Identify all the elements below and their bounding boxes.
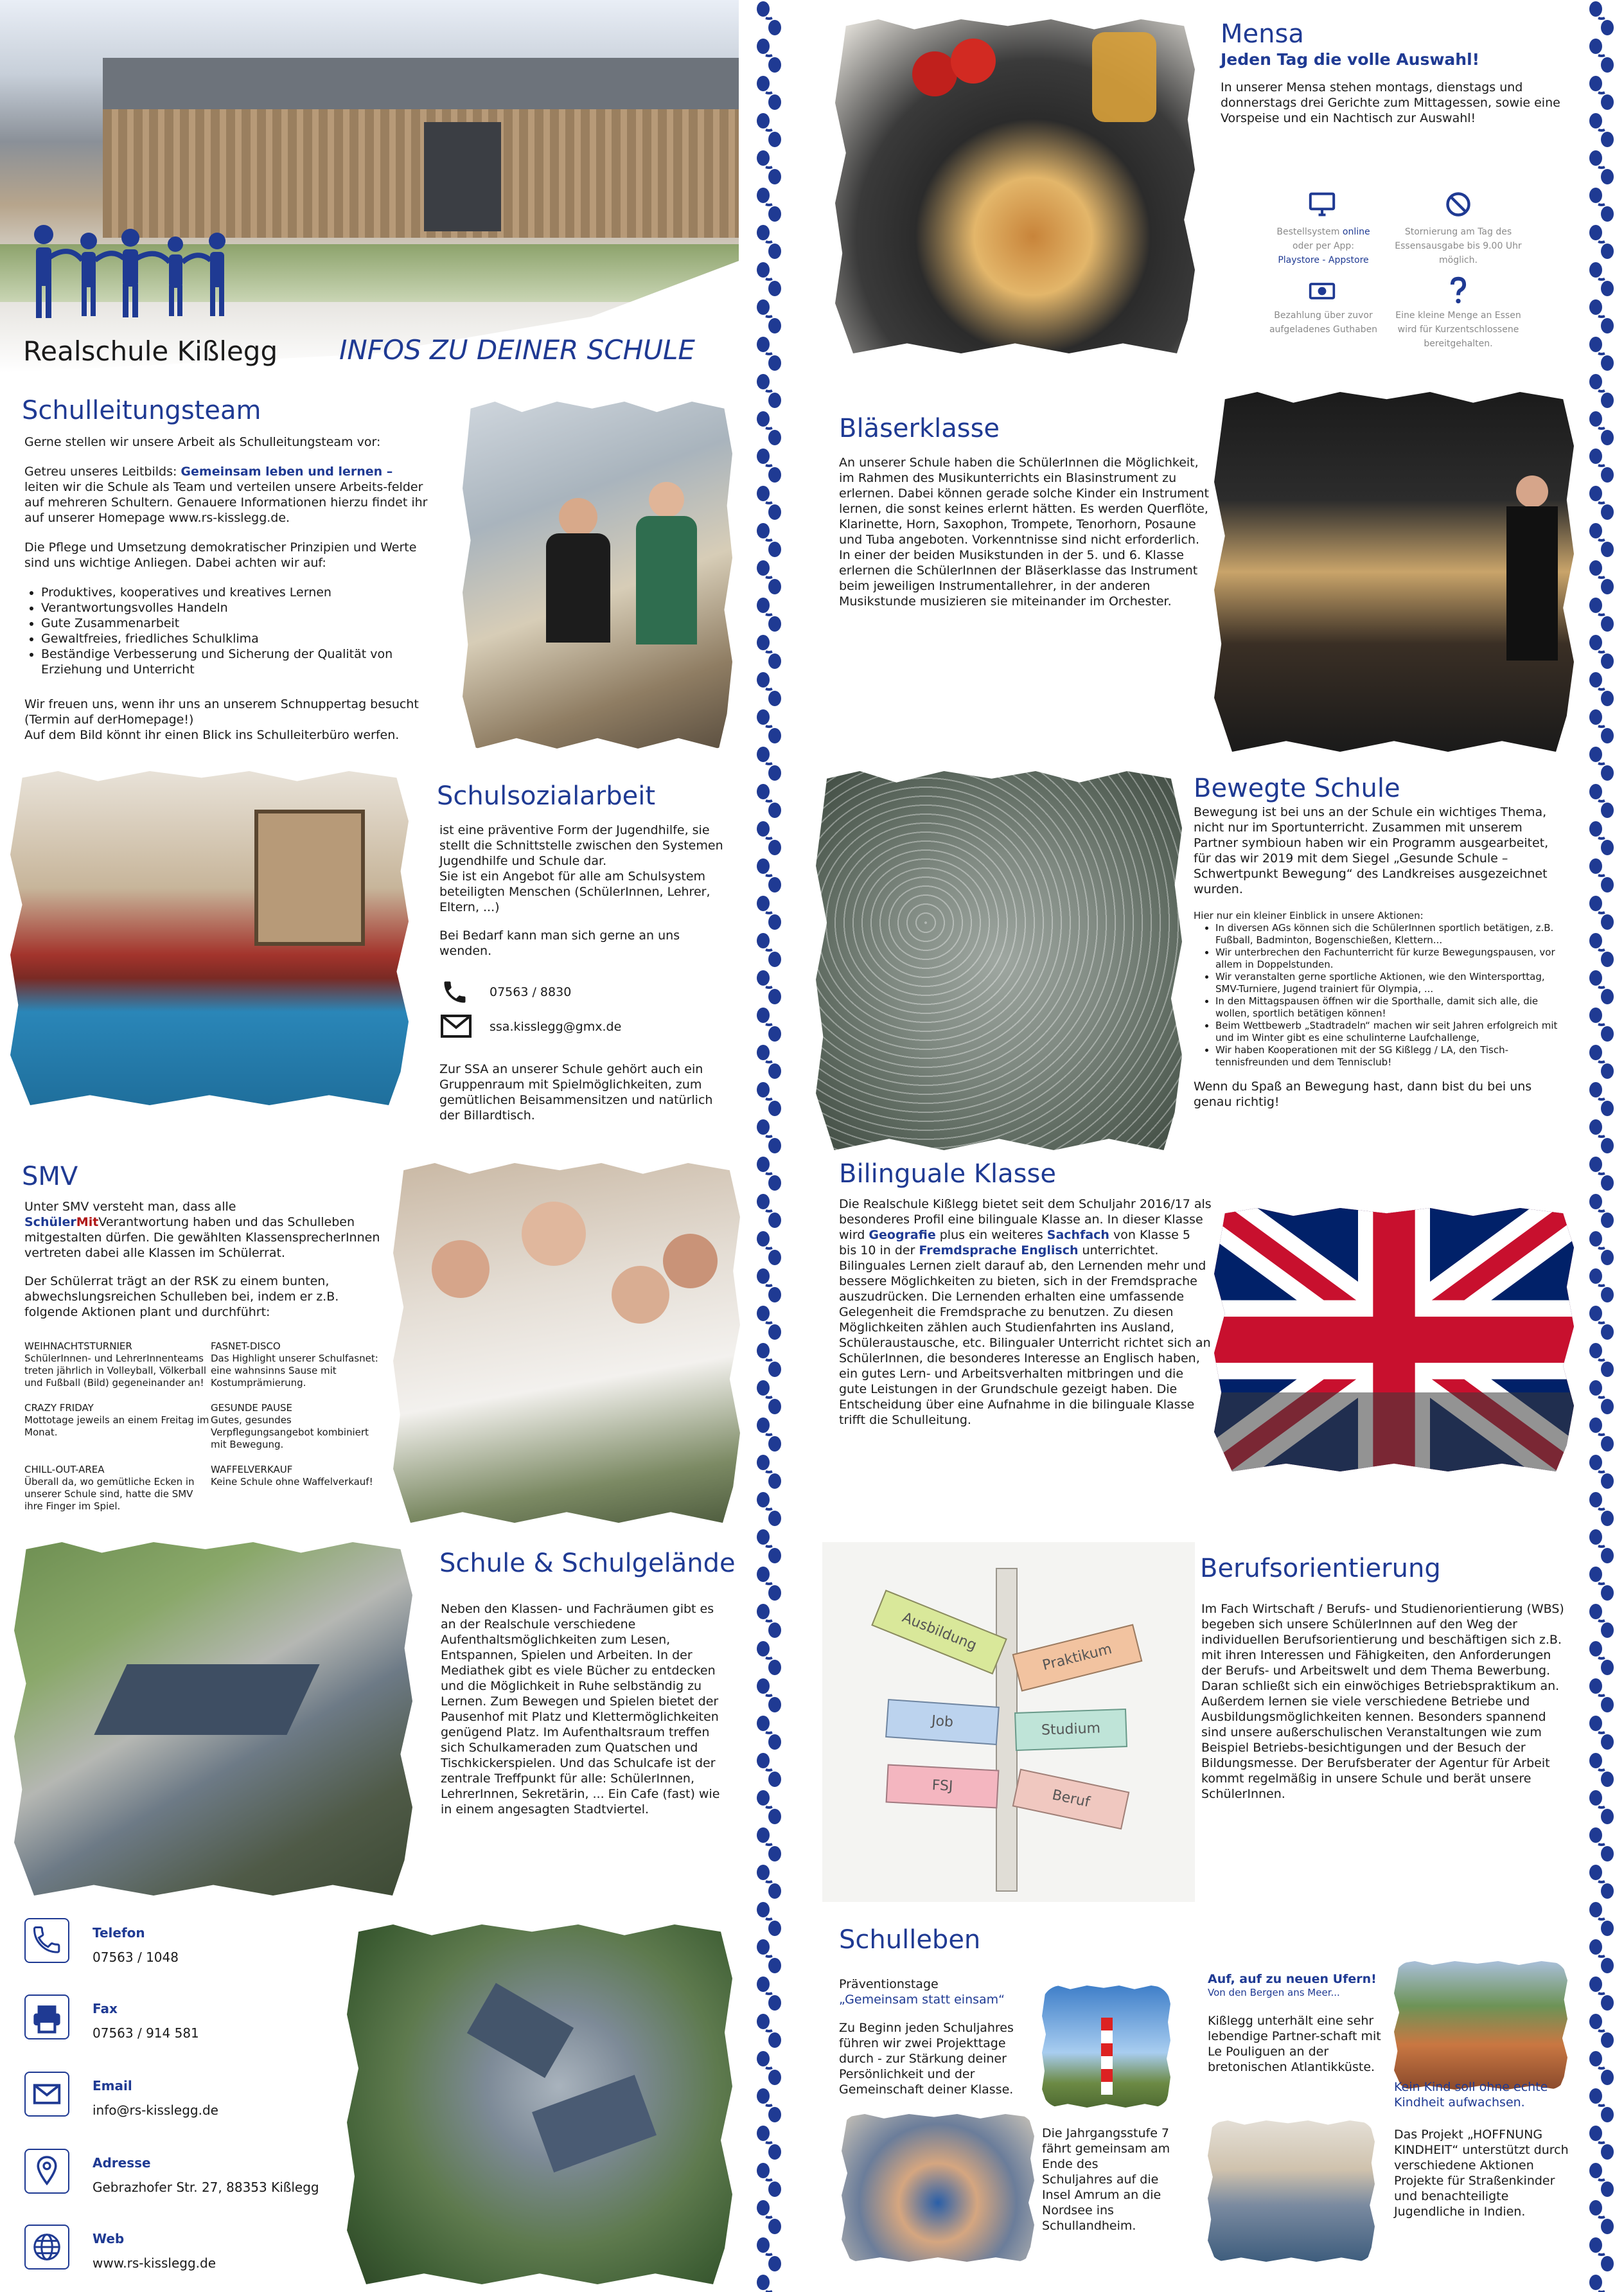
bewegt-outro: Wenn du Spaß an Bewegung hast, dann bist du bei uns genau richtig! [1194,1079,1532,1109]
list-item: • In den Mittagspausen öffnen wir die Sporthalle, damit sich alle, die wollen, sportlich betätigen können! [1215,995,1566,1020]
schulleitung-list [24,585,429,677]
blaeserklasse-orchestra-photo [1214,392,1574,752]
schulleitung-p2: Die Pflege und Umsetzung demokratischer Prinzipien und Werte sind uns wichtige Anliegen. Dabei achten wir auf: [24,540,417,570]
infos-title: INFOS ZU DEINER SCHULE [339,334,695,366]
blaeser-text: An unserer Schule haben die SchülerInnen die Möglichkeit, im Rahmen des Musikunterrichts ein Blasinstrument zu erlernen. Dabei können gerade solche Kinder ein Instrument lernen, die sonst keines erlernt hätten. Es werden Querflöte, Klarinette, Horn, Saxophon, Trompete, Tenorhorn, Posaune und Tuba angeboten. Vorkenntnisse sind nicht erforderlich. In einer der beiden Musikstunden in der 5. und 6. Klasse erlernen die SchülerInnen der Bläserklasse das Instrument beim jeweiligen Instrumentallehrer, in der anderen Musikstunde musizieren sie miteinander im Orchester. [839,456,1209,609]
globe-icon [26,2226,68,2268]
bilingual-title: Bilinguale Klasse [839,1159,1056,1189]
gelaende-text: Neben den Klassen- und Fachräumen gibt es an der Realschule verschiedene Aufenthaltsmöglichkeiten zum Lesen, Entspannen, Spielen und Arbeiten. In der Mediathek gibt es viele Bücher zu entdecken und die Möglichkeit in Ruhe selbständig zu Lernen. Zum Bewegen und Spielen bietet der Pausenhof mit Platz und Klettermöglichkeiten genügend Platz. Im Aufenthaltsraum treffen sich Schulkameraden zum Quatschen und Tischkickerspielen. Und das Schulcafe ist der zentrale Treffpunkt für alle: SchülerInnen, LehrerInnen, Sekretärin, ... Ein Cafe (fast) wie in einem angesagten Stadtviertel. [441,1602,720,1817]
smv-title: SMV [22,1162,78,1191]
contact-phone-icon-box [24,1918,69,1963]
list-item: • Wir haben Kooperationen mit der SG Kißlegg / LA, den Tisch-tennisfreunden und dem Tennisclub! [1215,1044,1566,1069]
bilingual-p1: Die Realschule Kißlegg bietet seit dem Schuljahr 2016/17 als besonderes Profil eine bilinguale Klasse an. In dieser Klasse wird Geografie plus ein weiteres Sachfach von Klasse 5 bis 10 in der Fremdsprache Englisch unterrichtet. [839,1197,1212,1257]
school-logo-figures-icon [18,218,262,324]
india-children-photo [1394,1961,1567,2090]
contact-label: Telefon [93,1925,145,1941]
sign-fsj: FSJ [886,1764,1000,1808]
schulsozial-text [439,822,735,959]
signpost-drawing [822,1542,1195,1902]
bilingual-text [839,1196,1212,1428]
kind-block [1394,2079,1574,2219]
list-item: • Wir unterbrechen den Fachunterricht für kurze Bewegungspausen, vor allem in Doppelstunden. [1215,946,1566,971]
contact-fax-icon-box [24,1994,69,2039]
wave-divider-right [1585,0,1618,2292]
question-icon [1447,276,1470,305]
ufer-text: Kißlegg unterhält eine sehr lebendige Partner-schaft mit Le Pouliguen an der bretonischen Atlantikküste. [1208,2014,1381,2074]
bewegt-list [1194,922,1566,1069]
smv-text [24,1199,384,1320]
mensa-subtitle: Jeden Tag die volle Auswahl! [1221,50,1480,69]
schulsozial-p4: Zur SSA an unserer Schule gehört auch ein Gruppenraum mit Spielmöglichkeiten, zum gemütlichen Beisammensitzen und natürlich der Billardtisch. [439,1062,713,1123]
gelaende-title: Schule & Schulgelände [439,1549,736,1578]
list-item: • In diversen AGs können sich die SchülerInnen sportlich betätigen, z.B. Fußball, Badminton, Bogenschießen, Klettern... [1215,922,1566,946]
bewegte-schule-crowd-photo [816,771,1182,1150]
beruf-text: Im Fach Wirtschaft / Berufs- und Studienorientierung (WBS) begeben sich unsere SchülerInnen auf den Weg der individuellen Berufsorientierung und beschäftigen sich z.B. mit ihren Interessen und Fähigkeiten, den Anforderungen der Berufs- und Arbeitswelt und dem Thema Bewerbung. Daran schließt sich ein einwöchiges Betriebspraktikum an. Außerdem lernen sie viele verschiedene Betriebe und Ausbildungsmöglichkeiten kennen. Besonders spannend sind unsere außerschulischen Veranstaltungen wie zum Beispiel Betriebs-besichtigungen und der Besuch der Bildungsmesse. Der Berufsberater der Agentur für Arbeit kommt regelmäßig in unsere Schule und berät unsere SchülerInnen. [1201,1602,1564,1801]
contact-location-icon-box [24,2149,69,2194]
contact-value[interactable]: 07563 / 914 581 [93,2025,199,2041]
blaeser-title: Bläserklasse [839,414,1000,443]
bewegt-title: Bewegte Schule [1194,774,1400,803]
contact-label: Fax [93,2001,118,2016]
contact-value: Gebrazhofer Str. 27, 88353 Kißlegg [93,2180,319,2195]
sign-studium: Studium [1014,1709,1127,1751]
amrum-text: Die Jahrgangsstufe 7 fährt gemeinsam am Ende des Schuljahres auf die Insel Amrum an die Nordsee ins Schullandheim. [1042,2126,1170,2233]
location-icon [26,2150,68,2192]
smv-actions-grid [24,1340,384,1513]
mensa-feature-order: Bestellsystem online oder per App: Playstore - Appstore [1276,227,1370,265]
billard-room-photo [10,771,409,1105]
money-icon [1308,280,1336,302]
schulleitung-intro: Gerne stellen wir unsere Arbeit als Schulleitungsteam vor: [24,435,381,449]
sign-ausbildung: Ausbildung [871,1590,1007,1675]
contact-label: Email [93,2078,132,2093]
schulsozial-title: Schulsozialarbeit [437,781,655,811]
monitor-icon [1308,191,1336,217]
sign-beruf: Beruf [1012,1769,1130,1830]
schulsozial-p1: ist eine präventive Form der Jugendhilfe, sie stellt die Schnittstelle zwischen den Systemen Jugendhilfe und Schule dar. [439,823,723,868]
praev-title: Präventionstage [839,1977,939,1991]
schulleben-title: Schulleben [839,1925,981,1955]
phone-icon [26,1919,68,1962]
list-item: • Produktives, kooperatives und kreatives Lernen [41,585,429,600]
bilingual-p2: Bilinguales Lernen zielt darauf ab, den Lernenden mehr und bessere Möglichkeiten zu bieten, sich in der Fremdsprache auszudrücken. Die Lernenden erhalten eine umfassende Gelegenheit die Fremdsprache zu benutzen. Zu diesen Möglichkeiten zählen auch Studienfahrten ins Ausland, Schüleraustausche, etc. Bilingualer Unterricht richtet sich an SchülerInnen, die besonderes Interesse an Englisch haben, ein gutes Lern- und Arbeitsverhalten mitbringen und die gute Leistungen in der Grundschule gezeigt haben. Die Entscheidung über eine Aufnahme in die bilinguale Klasse trifft die Schulleitung. [839,1259,1211,1427]
ufer-subtitle: Von den Bergen ans Meer... [1208,1987,1340,1998]
amrum-lighthouse-photo [1042,1986,1170,2108]
beruf-title: Berufsorientierung [1200,1554,1441,1583]
bewegt-actions [1194,910,1566,1110]
smv-kids-photo [393,1163,740,1523]
smv-action: CHILL-OUT-AREA Überall da, wo gemütliche Ecken in unserer Schule sind, hatte die SMV ihre Finger im Spiel. [24,1464,195,1512]
sign-praktikum: Praktikum [1012,1624,1143,1691]
list-item: • Gute Zusammenarbeit [41,616,429,631]
schulleiterbuero-photo [463,402,732,749]
schulleitung-p1: Getreu unseres Leitbilds: Gemeinsam leben und lernen – leiten wir die Schule als Team und verteilen unsere Arbeits-felder auf mehreren Schultern. Genauere Informationen hierzu findet ihr auf unserer Homepage www.rs-kisslegg.de. [24,465,428,525]
schulsozial-phone: 07563 / 8830 [490,985,572,999]
schulleitung-text [24,434,429,743]
ufer-block [1208,1971,1388,2075]
contact-value[interactable]: info@rs-kisslegg.de [93,2102,218,2118]
schulleitung-p3: Wir freuen uns, wenn ihr uns an unserem Schnuppertag besucht (Termin auf derHomepage!) [24,697,419,727]
smv-action: WEIHNACHTSTURNIER SchülerInnen- und LehrerInnenteams treten jährlich in Volleyball, Völkerball und Fußball (Bild) gegeneinander an! [24,1340,207,1389]
praeventionstage-photo [842,2114,1034,2262]
schulsozial-p3: Bei Bedarf kann man sich gerne an uns wenden. [439,928,680,958]
smv-action: FASNET-DISCO Das Highlight unserer Schulfasnet: eine wahnsinns Sause mit Kostumprämierung. [211,1340,378,1389]
schulleitung-title: Schulleitungsteam [22,396,261,425]
mail-icon [441,1014,472,1038]
contact-value[interactable]: 07563 / 1048 [93,1950,179,1965]
sign-job: Job [885,1699,1000,1745]
contact-label: Adresse [93,2155,151,2171]
smv-action: CRAZY FRIDAY Mottotage jeweils an einem Freitag im Monat. [24,1402,209,1438]
list-item: • Beständige Verbesserung und Sicherung der Qualität von Erziehung und Unterricht [41,646,429,677]
schulgelaende-aerial-photo [14,1542,412,1896]
bewegt-list-intro: Hier nur ein kleiner Einblick in unsere Aktionen: [1194,910,1424,921]
phone-icon [441,978,469,1006]
list-item: • Gewaltfreies, friedliches Schulklima [41,631,429,646]
union-jack-london-photo [1214,1208,1574,1471]
smv-p2: Der Schülerrat trägt an der RSK zu einem bunten, abwechslungsreichen Schulleben bei, indem er z.B. folgende Aktionen plant und durchführt: [24,1274,339,1319]
contact-label: Web [93,2231,125,2246]
schulsozial-p2: Sie ist ein Angebot für alle am Schulsystem beteiligten Menschen (SchülerInnen, Lehrer, Eltern, ...) [439,869,710,914]
contact-globe-icon-box [24,2225,69,2270]
wave-divider-center [753,0,785,2292]
bewegt-text: Bewegung ist bei uns an der Schule ein wichtiges Thema, nicht nur im Sportunterricht. Zusammen mit unserem Partner symbioun haben wir ein Programm ausgearbeitet, für das wir 2019 mit dem Siegel „Gesunde Schule – Schwertpunkt Bewegung“ des Landkreises ausgezeichnet wurden. [1194,805,1549,896]
mensa-feature-pay: Bezahlung über zuvor aufgeladenes Guthaben [1269,310,1378,335]
mail-icon [26,2073,68,2115]
mensa-text: In unserer Mensa stehen montags, dienstags und donnerstags drei Gerichte zum Mittagessen, sowie eine Vorspeise und ein Nachtisch zur Auswahl! [1221,80,1560,125]
school-logo-text: Realschule Kißlegg [23,335,278,367]
kind-text: Das Projekt „HOFFNUNG KINDHEIT“ unterstützt durch verschiedene Aktionen Projekte für Straßenkinder und benachteiligte Jugendliche in Indien. [1394,2128,1569,2219]
mensa-feature-kurz: Eine kleine Menge an Essen wird für Kurzentschlossene bereitgehalten. [1395,310,1521,349]
contact-value[interactable]: www.rs-kisslegg.de [93,2255,216,2271]
praevention-block [839,1977,1032,2097]
kind-title-text: Kein Kind soll ohne echte Kindheit aufwachsen. [1394,2080,1548,2110]
praev-text: Zu Beginn jeden Schuljahres führen wir zwei Projekttage durch - zur Stärkung deiner Persönlichkeit und der Gemeinschaft deiner Klasse. [839,2021,1014,2097]
school-aerial-top-photo [347,1924,732,2284]
schulsozial-email[interactable]: ssa.kisslegg@gmx.de [490,1020,622,1034]
fax-icon [26,1996,68,2038]
list-item: • Verantwortungsvolles Handeln [41,600,429,616]
list-item: • Wir veranstalten gerne sportliche Aktionen, wie den Wintersporttag, SMV-Turniere, Jugend trainiert für Olympia, ... [1215,971,1566,995]
mensa-title: Mensa [1221,19,1304,49]
smv-p1: Unter SMV versteht man, dass alle SchülerMitVerantwortung haben und das Schulleben mitgestalten dürfen. Die gewählten KlassensprecherInnen vertreten dabei alle Klassen im Schülerrat. [24,1200,380,1260]
list-item: • Beim Wettbewerb „Stadtradeln“ machen wir seit Jahren erfolgreich mit und im Winter gibt es eine schulinterne Laufchallenge, [1215,1020,1566,1044]
smv-action: GESUNDE PAUSE Gutes, gesundes Verpflegungsangebot kombiniert mit Bewegung. [211,1402,369,1450]
mensa-feature-storno: Stornierung am Tag des Essensausgabe bis 9.00 Uhr möglich. [1395,227,1522,265]
contact-mail-icon-box [24,2072,69,2117]
praev-subtitle: „Gemeinsam statt einsam“ [839,1993,1005,2007]
ufer-title: Auf, auf zu neuen Ufern! [1208,1972,1377,1986]
cancel-icon [1444,190,1472,218]
smv-action: WAFFELVERKAUF Keine Schule ohne Waffelverkauf! [211,1464,373,1488]
mensa-food-photo [835,19,1195,353]
le-pouliguen-harbour-photo [1208,2120,1375,2262]
schulleitung-p4: Auf dem Bild könnt ihr einen Blick ins Schulleiterbüro werfen. [24,728,400,742]
